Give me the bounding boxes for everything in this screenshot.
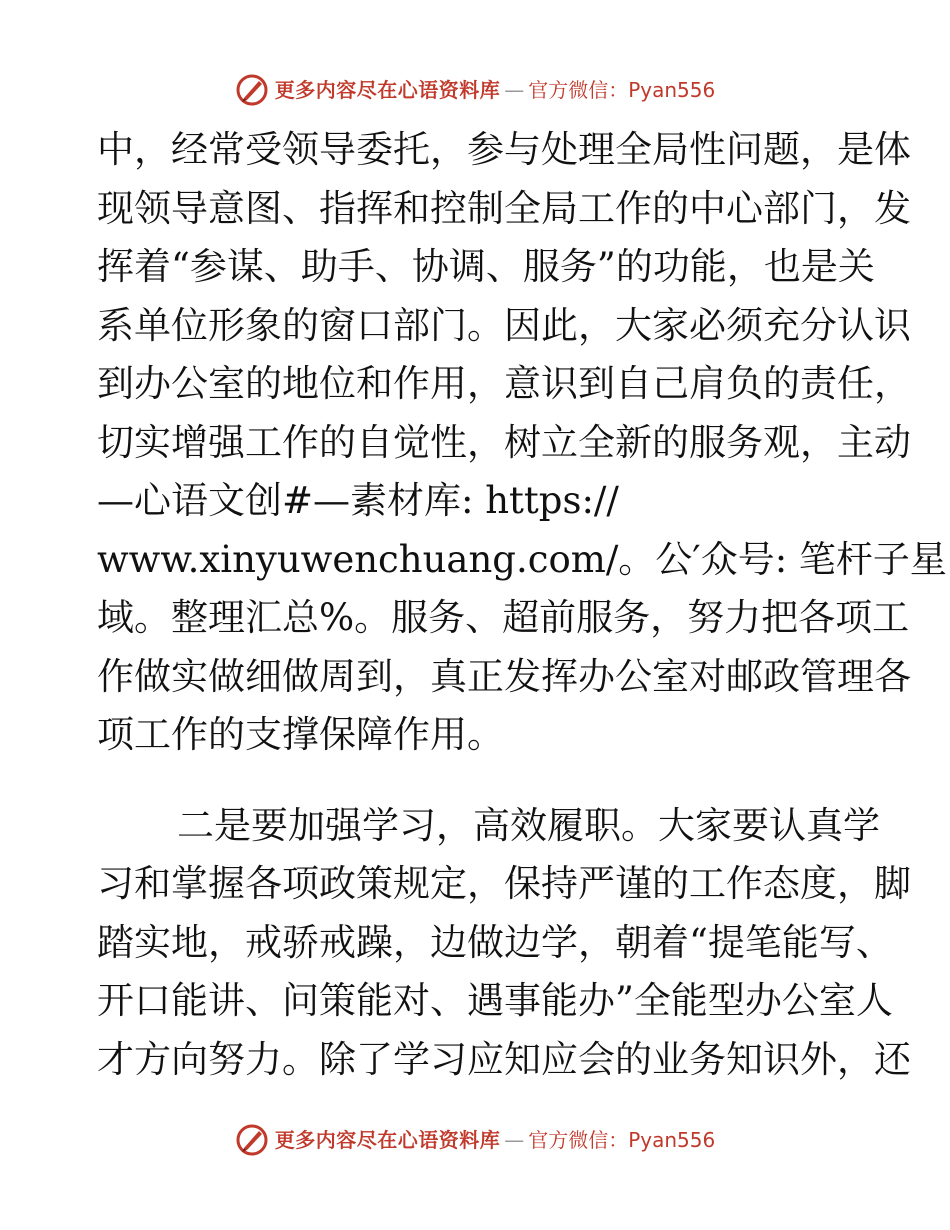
document-body: [97, 121, 947, 1089]
footer-brand-text: 更多内容尽在心语资料库: [274, 1128, 501, 1152]
footer-wechat-text: 官方微信：Pyan556: [528, 1128, 716, 1152]
body-line-9: 域。整理汇总%。服务、超前服务，努力把各项工: [97, 596, 910, 639]
footer-watermark-banner: [0, 1120, 950, 1160]
body-line-15: 开口能讲、问策能对、遇事能办”全能型办公室人: [97, 979, 893, 1022]
body-line-4: 系单位形象的窗口部门。因此，大家必须充分认识: [97, 303, 911, 347]
body-line-16: 才方向努力。除了学习应知应会的业务知识外，还: [97, 1037, 911, 1081]
body-line-6: 切实增强工作的自觉性，树立全新的服务观，主动: [97, 420, 911, 464]
body-line-3: 挥着“参谋、助手、协调、服务”的功能，也是关: [97, 245, 875, 288]
header-wechat-text: 官方微信：Pyan556: [528, 78, 716, 102]
footer-separator: —: [504, 1128, 525, 1152]
body-line-8: www.xinyuwenchuang.com/。公′众号: 笔杆子星: [97, 537, 947, 581]
header-brand-text: 更多内容尽在心语资料库: [274, 78, 501, 102]
body-line-14: 踏实地，戒骄戒躁，边做边学，朝着“提笔能写、: [97, 920, 893, 964]
header-watermark-banner: [0, 70, 950, 110]
brush-pen-logo-icon: [235, 73, 269, 107]
body-line-2: 现领导意图、指挥和控制全局工作的中心部门，发: [97, 186, 911, 230]
header-separator: —: [504, 78, 525, 102]
body-line-11: 项工作的支撑保障作用。: [97, 713, 504, 756]
body-line-12: 二是要加强学习，高效履职。大家要认真学: [177, 803, 880, 847]
body-line-1: 中，经常受领导委托，参与处理全局性问题，是体: [97, 128, 911, 171]
brush-pen-logo-icon: [235, 1123, 269, 1157]
body-line-13: 习和掌握各项政策规定，保持严谨的工作态度，脚: [97, 862, 911, 905]
body-line-5: 到办公室的地位和作用，意识到自己肩负的责任，: [97, 362, 911, 405]
body-line-7: —心语文创#—素材库: https://: [97, 479, 619, 522]
body-line-10: 作做实做细做周到，真正发挥办公室对邮政管理各: [97, 654, 911, 698]
